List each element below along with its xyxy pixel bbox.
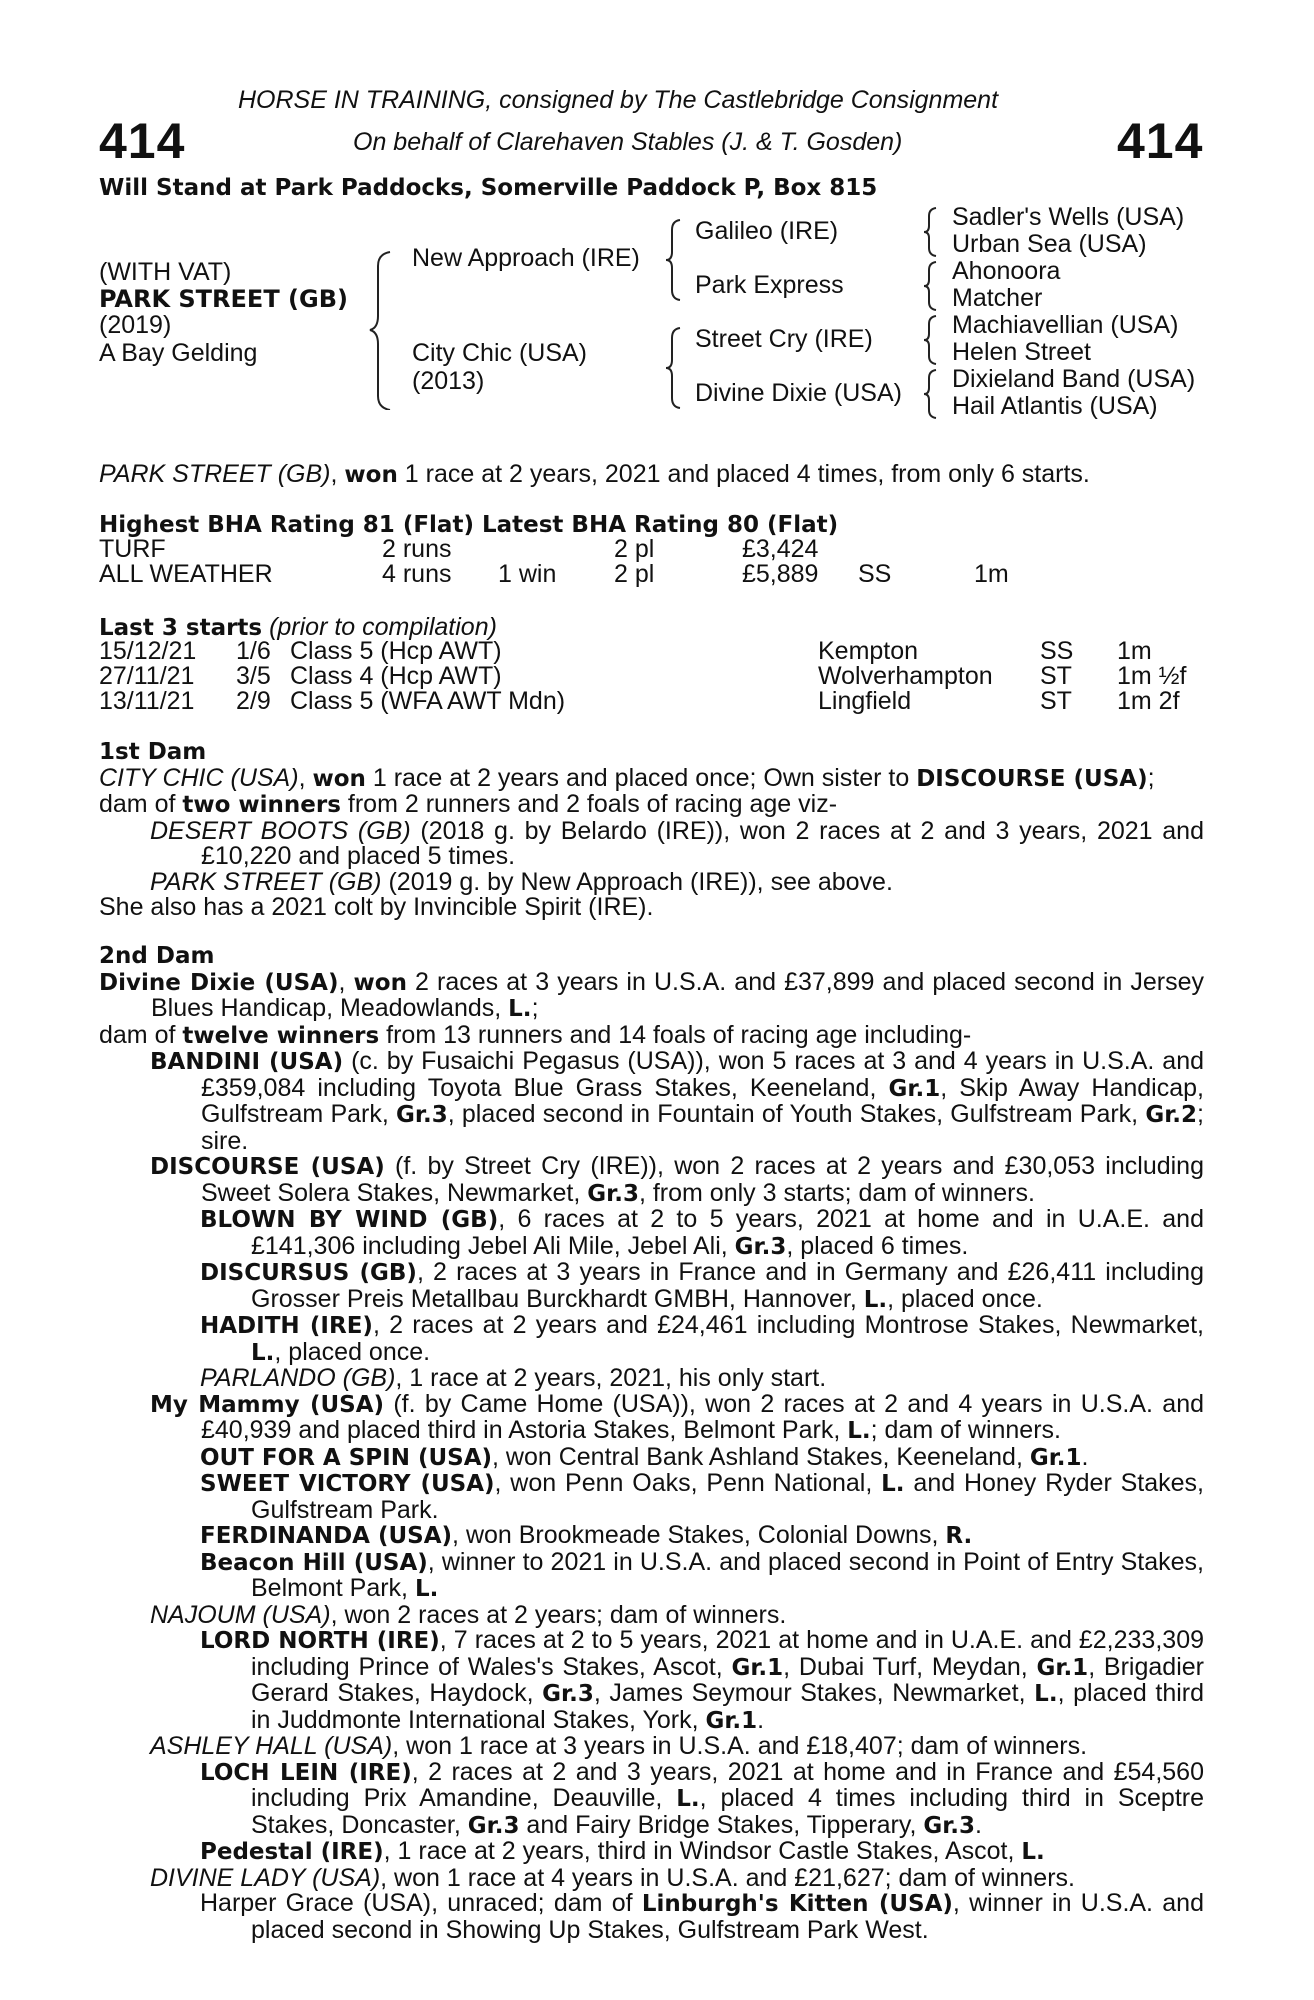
last3-heading: Last 3 starts (prior to compilation) xyxy=(99,613,497,641)
entry-bandini: BANDINI (USA) (c. by Fusaichi Pegasus (USA)), won 5 races at 3 and 4 years in U.S.A. and £359,084 including Toyota Blue Grass Stakes, Keeneland, Gr.1, Skip Away Handicap, Gulfstream Park, Gr.3, placed second in Fountain of Youth Stakes, Gulfstream Park, Gr.2; sire. xyxy=(150,1047,1205,1155)
race-summary: PARK STREET (GB), won 1 race at 2 years, 2021 and placed 4 times, from only 6 starts. xyxy=(99,460,1090,488)
last3-race: Class 5 (Hcp AWT) xyxy=(290,637,502,665)
entry-hadith: HADITH (IRE), 2 races at 2 years and £24,461 including Montrose Stakes, Newmarket, L., placed once. xyxy=(200,1311,1204,1366)
first-dam-section xyxy=(99,740,1204,921)
second-dam-heading: 2nd Dam xyxy=(99,943,215,969)
pedigree-sire-sire: Galileo (IRE) xyxy=(695,217,839,245)
entry-my-mammy: My Mammy (USA) (f. by Came Home (USA)), won 2 races at 2 and 4 years in U.S.A. and £40,939 and placed third in Astoria Stakes, Belmont Park, L.; dam of winners. xyxy=(150,1389,1205,1444)
horse-vat: (WITH VAT) xyxy=(99,258,232,286)
entry-out-for-a-spin: OUT FOR A SPIN (USA), won Central Bank Ashland Stakes, Keeneland, Gr.1. xyxy=(200,1442,1089,1471)
header-vendor: On behalf of Clarehaven Stables (J. & T. Gosden) xyxy=(353,128,903,156)
produce-desert-boots: DESERT BOOTS (GB) (2018 g. by Belardo (IRE)), won 2 races at 2 and 3 years, 2021 and £10,220 and placed 5 times. xyxy=(150,816,1204,870)
pedigree-dam-sire: Street Cry (IRE) xyxy=(695,325,873,353)
last3-pos: 2/9 xyxy=(236,687,271,715)
pedigree-brace-3d xyxy=(922,368,942,420)
entry-parlando: PARLANDO (GB), 1 race at 2 years, 2021, his only start. xyxy=(200,1364,827,1392)
last3-pos: 3/5 xyxy=(236,662,271,690)
last3-dist: 1m ½f xyxy=(1117,662,1187,690)
entry-discursus: DISCURSUS (GB), 2 races at 3 years in France and in Germany and £26,411 including Grosser Preis Metallbau Burckhardt GMBH, Hannover, L., placed once. xyxy=(200,1258,1204,1313)
entry-sweet-victory: SWEET VICTORY (USA), won Penn Oaks, Penn National, L. and Honey Ryder Stakes, Gulfstream Park. xyxy=(200,1469,1204,1524)
last3-going: ST xyxy=(1040,687,1072,715)
horse-name: PARK STREET (GB) xyxy=(99,285,348,313)
record-aw-dist: 1m xyxy=(974,560,1009,588)
pedigree-brace-1 xyxy=(368,250,398,410)
lot-number-left: 414 xyxy=(99,113,186,169)
entry-ashley-hall: ASHLEY HALL (USA), won 1 race at 3 years in U.S.A. and £18,407; dam of winners. xyxy=(150,1732,1088,1760)
second-dam-produce: dam of twelve winners from 13 runners and 14 foals of racing age including- xyxy=(99,1020,972,1049)
record-turf-surface: TURF xyxy=(99,535,166,563)
last3-race: Class 5 (WFA AWT Mdn) xyxy=(290,687,566,715)
last3-pos: 1/6 xyxy=(236,637,271,665)
last3-course: Wolverhampton xyxy=(818,662,993,690)
entry-loch-lein: LOCH LEIN (IRE), 2 races at 2 and 3 years, 2021 at home and in France and £54,560 including Prix Amandine, Deauville, L., placed 4 times including third in Sceptre Stakes, Doncaster, Gr.3 and Fairy Bridge Stakes, Tipperary, Gr.3. xyxy=(200,1757,1204,1839)
last3-going: ST xyxy=(1040,662,1072,690)
pedigree-brace-2a xyxy=(664,218,688,302)
stand-location: Will Stand at Park Paddocks, Somerville Paddock P, Box 815 xyxy=(99,175,878,201)
horse-year: (2019) xyxy=(99,311,172,339)
horse-description: A Bay Gelding xyxy=(99,339,258,367)
entry-ferdinanda: FERDINANDA (USA), won Brookmeade Stakes, Colonial Downs, R. xyxy=(200,1521,973,1549)
record-turf-runs: 2 runs xyxy=(382,535,452,563)
entry-discourse: DISCOURSE (USA) (f. by Street Cry (IRE)), won 2 races at 2 years and £30,053 including Sweet Solera Stakes, Newmarket, Gr.3, from only 3 starts; dam of winners. xyxy=(150,1152,1204,1207)
pedigree-sdd: Matcher xyxy=(952,284,1043,312)
record-aw-wins: 1 win xyxy=(498,560,557,588)
pedigree-dam: City Chic (USA) xyxy=(412,339,588,367)
entry-beacon-hill: Beacon Hill (USA), winner to 2021 in U.S.A. and placed second in Point of Entry Stakes, Belmont Park, L. xyxy=(200,1547,1204,1602)
pedigree-dam-year: (2013) xyxy=(412,367,485,395)
pedigree-ssd: Urban Sea (USA) xyxy=(952,230,1147,258)
last3-going: SS xyxy=(1040,637,1074,665)
produce-note: She also has a 2021 colt by Invincible Spirit (IRE). xyxy=(99,893,654,921)
last3-course: Kempton xyxy=(818,637,919,665)
record-aw-surface: ALL WEATHER xyxy=(99,560,273,588)
last3-dist: 1m 2f xyxy=(1117,687,1180,715)
first-dam-heading: 1st Dam xyxy=(99,739,207,765)
record-aw-going: SS xyxy=(858,560,892,588)
record-turf-placed: 2 pl xyxy=(614,535,655,563)
produce-park-street: PARK STREET (GB) (2019 g. by New Approach (IRE)), see above. xyxy=(150,867,893,896)
pedigree-sire: New Approach (IRE) xyxy=(412,244,640,272)
last3-course: Lingfield xyxy=(818,687,912,715)
pedigree-sds: Ahonoora xyxy=(952,257,1061,285)
last3-date: 13/11/21 xyxy=(99,687,195,715)
entry-harper-grace: Harper Grace (USA), unraced; dam of Linburgh's Kitten (USA), winner in U.S.A. and placed second in Showing Up Stakes, Gulfstream Park West. xyxy=(200,1889,1204,1944)
pedigree-brace-2b xyxy=(664,326,688,410)
record-aw-runs: 4 runs xyxy=(382,560,452,588)
pedigree-dss: Machiavellian (USA) xyxy=(952,311,1179,339)
record-aw-placed: 2 pl xyxy=(614,560,655,588)
pedigree-brace-3b xyxy=(922,260,942,312)
entry-lord-north: LORD NORTH (IRE), 7 races at 2 to 5 years, 2021 at home and in U.A.E. and £2,233,309 including Prince of Wales's Stakes, Ascot, Gr.1, Dubai Turf, Meydan, Gr.1, Brigadier Gerard Stakes, Haydock, Gr.3, James Seymour Stakes, Newmarket, L., placed third in Juddmonte International Stakes, York, Gr.1. xyxy=(200,1626,1205,1734)
entry-pedestal: Pedestal (IRE), 1 race at 2 years, third in Windsor Castle Stakes, Ascot, L. xyxy=(200,1837,1045,1865)
last3-date: 27/11/21 xyxy=(99,662,195,690)
entry-divine-lady: DIVINE LADY (USA), won 1 race at 4 years in U.S.A. and £21,627; dam of winners. xyxy=(150,1863,1075,1892)
pedigree-dsd: Helen Street xyxy=(952,338,1091,366)
pedigree-dam-dam: Divine Dixie (USA) xyxy=(695,379,902,407)
second-dam-para: Divine Dixie (USA), won 2 races at 3 years in U.S.A. and £37,899 and placed second in Jersey Blues Handicap, Meadowlands, L.; xyxy=(99,967,1204,1022)
first-dam-produce: dam of two winners from 2 runners and 2 foals of racing age viz- xyxy=(99,790,838,818)
pedigree-brace-3c xyxy=(922,314,942,366)
pedigree-sire-dam: Park Express xyxy=(695,271,844,299)
last3-date: 15/12/21 xyxy=(99,637,197,665)
second-dam-section xyxy=(99,944,1204,1943)
pedigree-brace-3a xyxy=(922,206,942,258)
header-consignor: HORSE IN TRAINING, consigned by The Castlebridge Consignment xyxy=(238,86,999,114)
record-turf-money: £3,424 xyxy=(742,535,819,563)
entry-blown-by-wind: BLOWN BY WIND (GB), 6 races at 2 to 5 years, 2021 at home and in U.A.E. and £141,306 including Jebel Ali Mile, Jebel Ali, Gr.3, placed 6 times. xyxy=(200,1205,1204,1260)
pedigree-ddd: Hail Atlantis (USA) xyxy=(952,392,1158,420)
first-dam-para: CITY CHIC (USA), won 1 race at 2 years and placed once; Own sister to DISCOURSE (USA); xyxy=(99,763,1155,792)
lot-number-right: 414 xyxy=(1117,113,1204,169)
pedigree-dds: Dixieland Band (USA) xyxy=(952,365,1196,393)
bha-ratings: Highest BHA Rating 81 (Flat) Latest BHA Rating 80 (Flat) xyxy=(99,512,839,538)
entry-najoum: NAJOUM (USA), won 2 races at 2 years; dam of winners. xyxy=(150,1600,787,1629)
pedigree-sss: Sadler's Wells (USA) xyxy=(952,203,1185,231)
last3-race: Class 4 (Hcp AWT) xyxy=(290,662,502,690)
record-aw-money: £5,889 xyxy=(742,560,819,588)
last3-dist: 1m xyxy=(1117,637,1152,665)
